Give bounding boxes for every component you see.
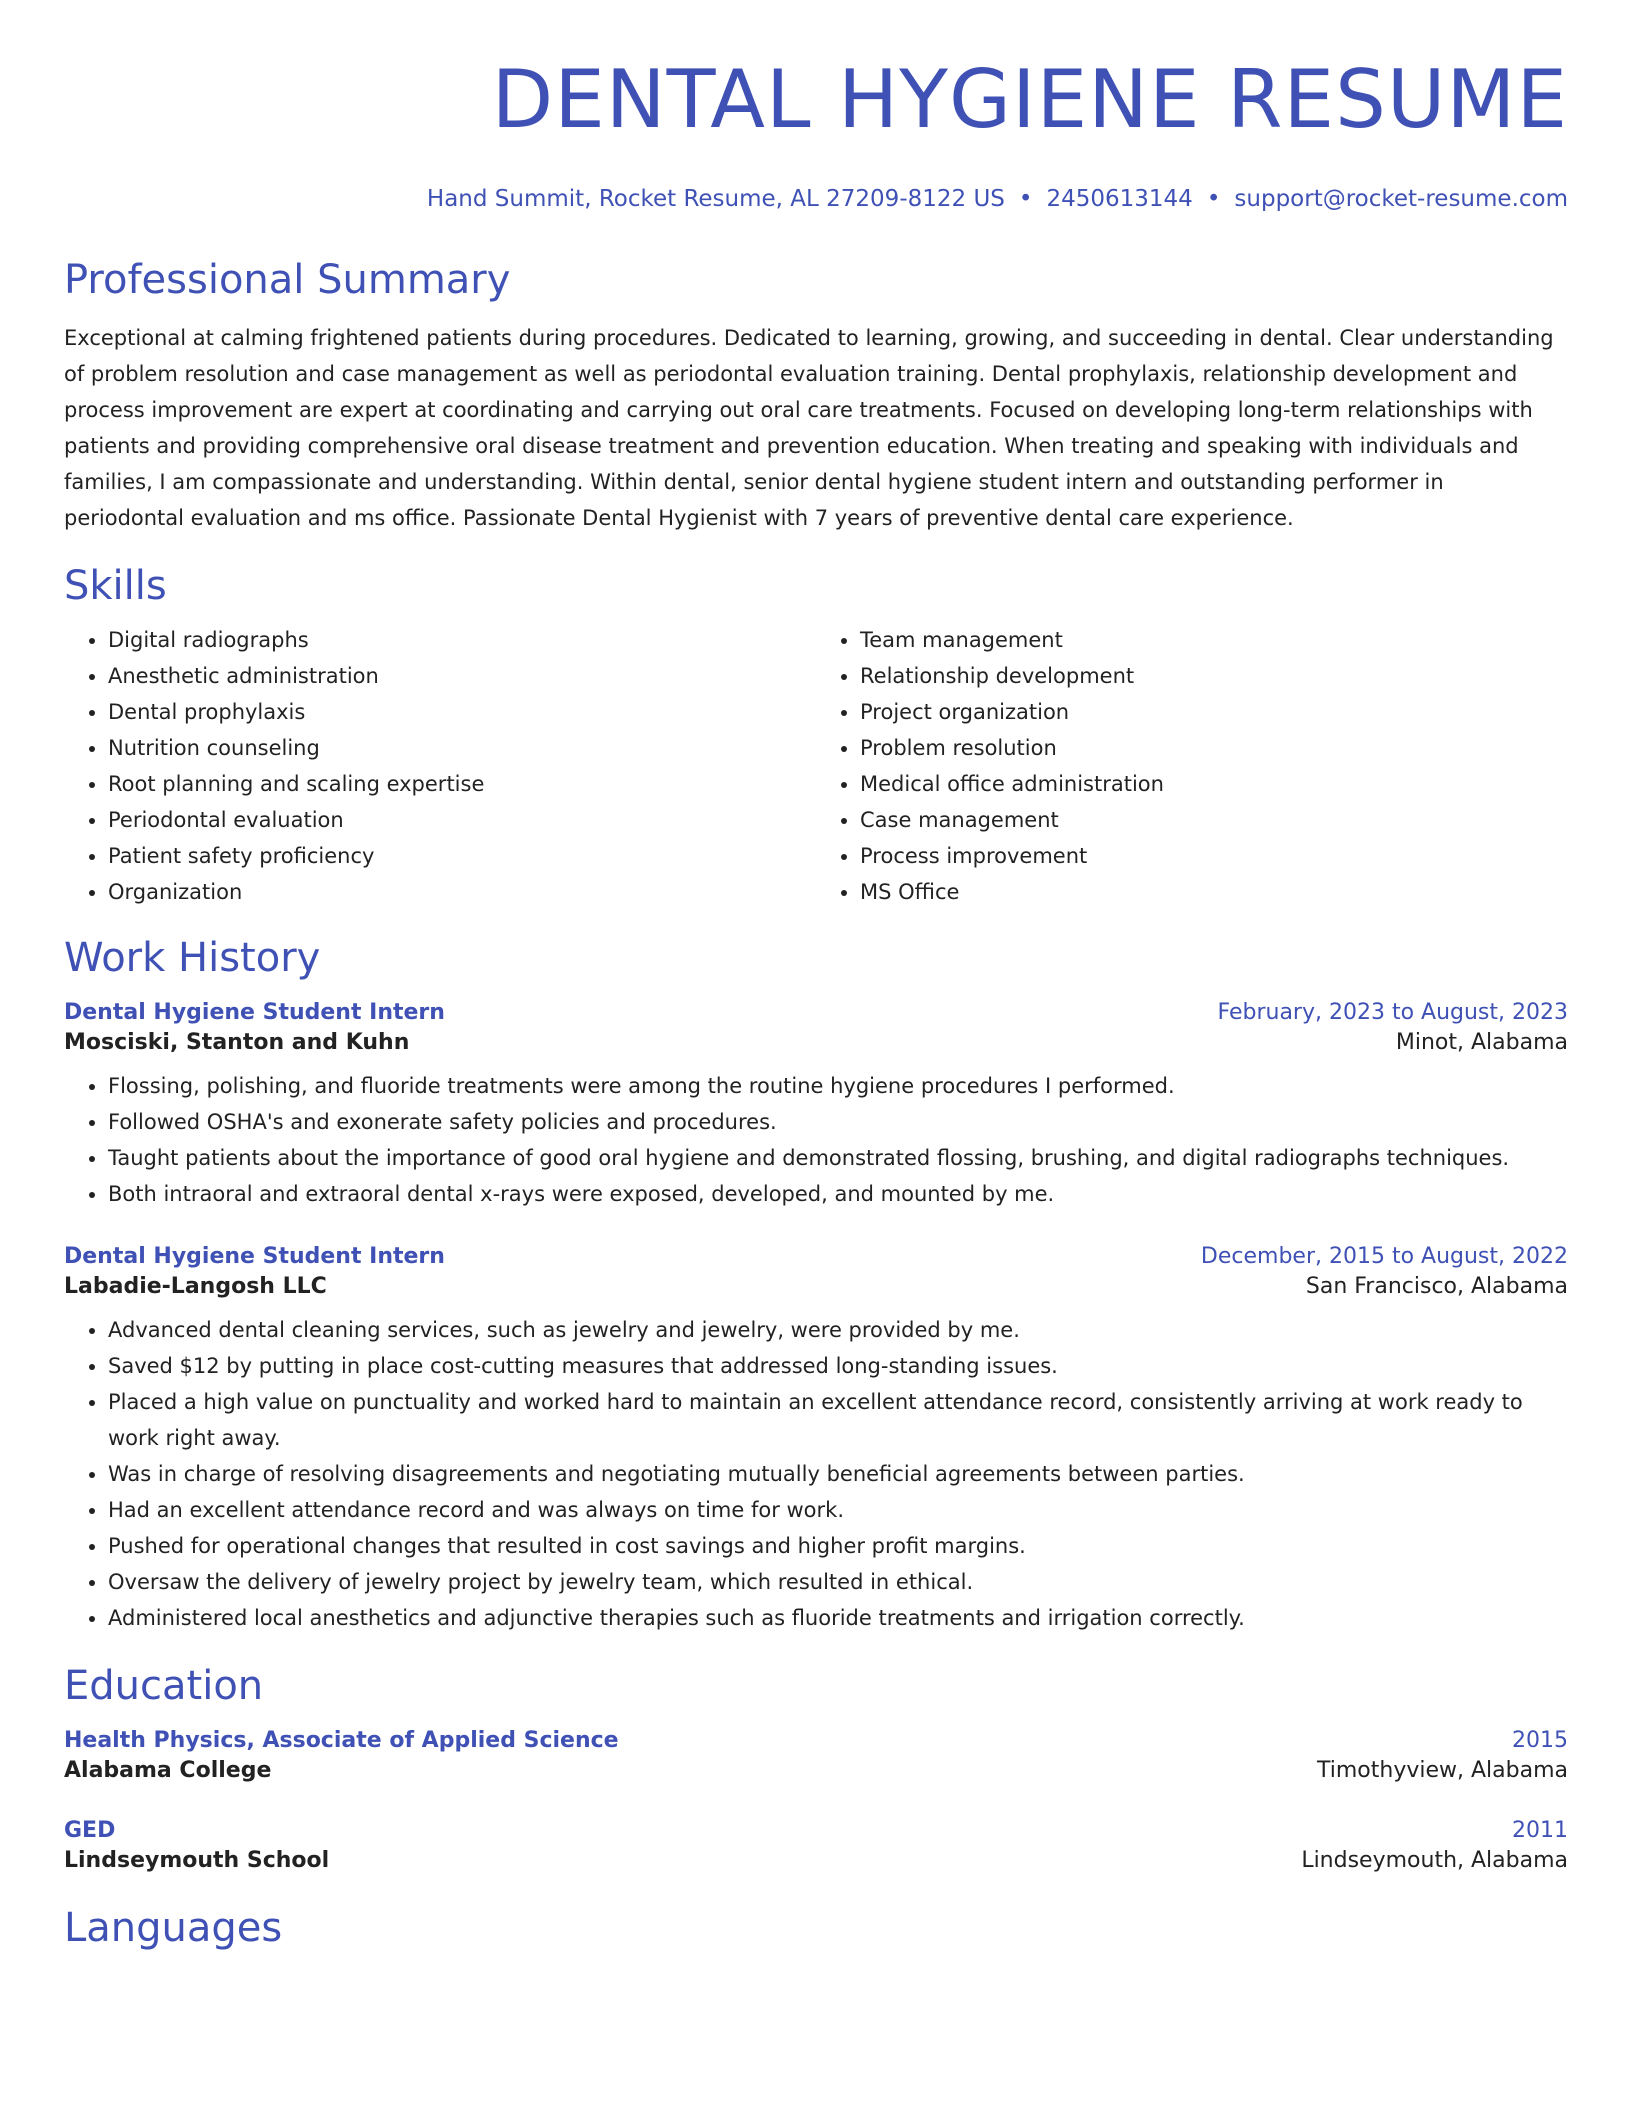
- job-location: San Francisco, Alabama: [1305, 1274, 1568, 1299]
- work-history-section: [64, 934, 1568, 1636]
- job-entry: [64, 998, 1568, 1212]
- skill-item: • Case management: [860, 802, 1568, 838]
- education-school-row: [64, 1756, 1568, 1786]
- education-degree: Health Physics, Associate of Applied Science: [64, 1728, 619, 1753]
- section-heading-work-history: Work History: [64, 935, 321, 981]
- job-company-row: [64, 1028, 1568, 1058]
- skill-item: • Process improvement: [860, 838, 1568, 874]
- job-bullet: • Advanced dental cleaning services, such as jewelry and jewelry, were provided by me.: [108, 1312, 1568, 1348]
- skill-item: • Root planning and scaling expertise: [108, 766, 816, 802]
- resume-header: [64, 52, 1568, 214]
- section-heading-languages: Languages: [64, 1905, 283, 1951]
- job-entry: [64, 1242, 1568, 1636]
- job-bullet: • Pushed for operational changes that resulted in cost savings and higher profit margins.: [108, 1528, 1568, 1564]
- job-bullet: • Oversaw the delivery of jewelry project by jewelry team, which resulted in ethical.: [108, 1564, 1568, 1600]
- contact-phone: 2450613144: [1046, 186, 1193, 212]
- job-company-row: [64, 1272, 1568, 1302]
- education-year: 2015: [1512, 1728, 1568, 1753]
- education-entry: [64, 1726, 1568, 1786]
- job-bullet: • Flossing, polishing, and fluoride treatments were among the routine hygiene procedures I performed.: [108, 1068, 1568, 1104]
- education-year: 2011: [1512, 1818, 1568, 1843]
- contact-address: Hand Summit, Rocket Resume, AL 27209-8122 US: [426, 186, 1005, 212]
- job-dates: December, 2015 to August, 2022: [1200, 1244, 1568, 1269]
- job-title-row: [64, 1242, 1568, 1272]
- education-location: Lindseymouth, Alabama: [1301, 1848, 1568, 1873]
- education-degree-row: [64, 1726, 1568, 1756]
- resume-title: DENTAL HYGIENE RESUME: [491, 53, 1568, 146]
- skill-item: • Digital radiographs: [108, 622, 816, 658]
- summary-text: Exceptional at calming frightened patients during procedures. Dedicated to learning, growing, and succeeding in dental. Clear understanding of problem resolution and case management as well as periodontal evaluation training. Dental prophylaxis, relationship development and process improvement are expert at coordinating and carrying out oral care treatments. Focused on developing long-term relationships with patients and providing comprehensive oral disease treatment and prevention education. When treating and speaking with individuals and families, I am compassionate and understanding. Within dental, senior dental hygiene student intern and outstanding performer in periodontal evaluation and ms office. Passionate Dental Hygienist with 7 years of preventive dental care experience.: [64, 326, 1554, 530]
- job-bullet: • Administered local anesthetics and adjunctive therapies such as fluoride treatments and irrigation correctly.: [108, 1600, 1568, 1636]
- job-title: Dental Hygiene Student Intern: [64, 1244, 445, 1269]
- job-bullet: • Taught patients about the importance of good oral hygiene and demonstrated flossing, brushing, and digital radiographs techniques.: [108, 1140, 1568, 1176]
- job-bullet: • Both intraoral and extraoral dental x-rays were exposed, developed, and mounted by me.: [108, 1176, 1568, 1212]
- skill-item: • Dental prophylaxis: [108, 694, 816, 730]
- skill-item: • Patient safety proficiency: [108, 838, 816, 874]
- job-company: Mosciski, Stanton and Kuhn: [64, 1030, 410, 1055]
- job-company: Labadie-Langosh LLC: [64, 1274, 327, 1299]
- skills-list-left: [64, 622, 816, 910]
- contact-line: [64, 184, 1568, 214]
- section-heading-summary: Professional Summary: [64, 257, 511, 303]
- summary-section: [64, 256, 1568, 536]
- education-school-row: [64, 1846, 1568, 1876]
- job-bullet: • Had an excellent attendance record and was always on time for work.: [108, 1492, 1568, 1528]
- job-dates: February, 2023 to August, 2023: [1217, 1000, 1568, 1025]
- education-degree: GED: [64, 1818, 116, 1843]
- job-bullet: • Followed OSHA's and exonerate safety policies and procedures.: [108, 1104, 1568, 1140]
- skill-item: • Problem resolution: [860, 730, 1568, 766]
- education-section: [64, 1662, 1568, 1876]
- skills-section: [64, 562, 1568, 910]
- job-title-row: [64, 998, 1568, 1028]
- section-heading-education: Education: [64, 1663, 264, 1709]
- skill-item: • MS Office: [860, 874, 1568, 910]
- skill-item: • Periodontal evaluation: [108, 802, 816, 838]
- education-school: Lindseymouth School: [64, 1848, 330, 1873]
- skill-item: • Medical office administration: [860, 766, 1568, 802]
- skill-item: • Nutrition counseling: [108, 730, 816, 766]
- job-bullet: • Placed a high value on punctuality and worked hard to maintain an excellent attendance record, consistently arriving at work ready to work right away.: [108, 1384, 1568, 1456]
- languages-section: [64, 1904, 1568, 1952]
- job-bullet: • Saved $12 by putting in place cost-cutting measures that addressed long-standing issues.: [108, 1348, 1568, 1384]
- skill-item: • Project organization: [860, 694, 1568, 730]
- education-school: Alabama College: [64, 1758, 272, 1783]
- skill-item: • Anesthetic administration: [108, 658, 816, 694]
- contact-separator: •: [1018, 186, 1033, 212]
- job-bullet: • Was in charge of resolving disagreements and negotiating mutually beneficial agreements between parties.: [108, 1456, 1568, 1492]
- education-degree-row: [64, 1816, 1568, 1846]
- contact-separator: •: [1206, 186, 1221, 212]
- job-location: Minot, Alabama: [1395, 1030, 1568, 1055]
- skills-columns: [64, 622, 1568, 910]
- skill-item: • Organization: [108, 874, 816, 910]
- job-title: Dental Hygiene Student Intern: [64, 1000, 445, 1025]
- section-heading-skills: Skills: [64, 563, 167, 609]
- job-bullet-list: [64, 1312, 1568, 1636]
- contact-email: support@rocket-resume.com: [1234, 186, 1568, 212]
- education-location: Timothyview, Alabama: [1316, 1758, 1568, 1783]
- skill-item: • Relationship development: [860, 658, 1568, 694]
- job-bullet-list: [64, 1068, 1568, 1212]
- skills-list-right: [816, 622, 1568, 910]
- education-entry: [64, 1816, 1568, 1876]
- skill-item: • Team management: [860, 622, 1568, 658]
